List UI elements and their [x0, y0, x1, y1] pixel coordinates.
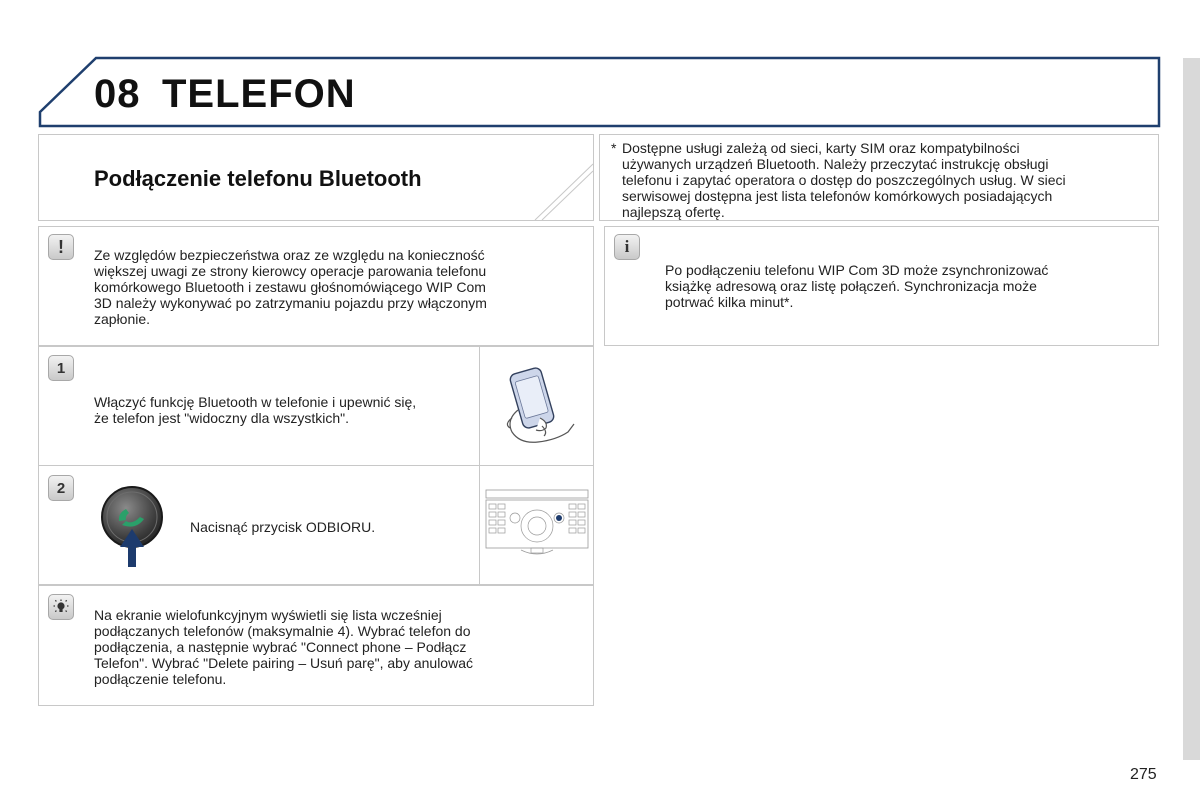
step1-number-badge	[48, 355, 74, 381]
footnote-line: telefonu i zapytać operatora o dostęp do poszczególnych usług. W sieci	[622, 172, 1066, 188]
info-line: potrwać kilka minut*.	[665, 294, 794, 310]
footnote-asterisk: *	[611, 140, 617, 156]
info-line: Po podłączeniu telefonu WIP Com 3D może zsynchronizować	[665, 262, 1049, 278]
page-number: 275	[1130, 766, 1157, 783]
tip-line: podłączanych telefonów (maksymalnie 4). Wybrać telefon do	[94, 623, 471, 639]
lightbulb-glyph	[53, 599, 69, 615]
warning-line: komórkowego Bluetooth i zestawu głośnomówiącego WIP Com	[94, 279, 486, 295]
info-line: książkę adresową oraz listę połączeń. Synchronizacja może	[665, 278, 1037, 294]
warning-line: zapłonie.	[94, 311, 151, 327]
footnote-line: Dostępne usługi zależą od sieci, karty SIM oraz kompatybilności	[622, 140, 1020, 156]
step2-divider	[479, 465, 480, 585]
info-text	[665, 262, 1048, 310]
warning-line: 3D należy wykonywać po zatrzymaniu pojazdu przy włączonym	[94, 295, 487, 311]
lightbulb-icon	[48, 594, 74, 620]
step1-number: 1	[56, 359, 66, 377]
tip-line: Na ekranie wielofunkcyjnym wyświetli się lista wcześniej	[94, 607, 442, 623]
side-bar	[1183, 58, 1200, 760]
step2-text: Nacisnąć przycisk ODBIORU.	[190, 519, 376, 535]
warning-text	[94, 247, 487, 327]
chapter-title: TELEFON	[162, 72, 356, 116]
footnote-line: używanych urządzeń Bluetooth. Należy przeczytać instrukcję obsługi	[622, 156, 1049, 172]
step1-text	[94, 394, 416, 426]
warning-line: Ze względów bezpieczeństwa oraz ze względu na konieczność	[94, 247, 485, 263]
tip-text	[94, 607, 473, 687]
footnote-text	[622, 140, 1066, 220]
section-title: Podłączenie telefonu Bluetooth	[94, 166, 422, 191]
info-icon-label: i	[624, 237, 630, 256]
step1-divider	[479, 346, 480, 466]
step1-line: że telefon jest "widoczny dla wszystkich".	[94, 410, 350, 426]
warning-icon-label: !	[58, 236, 64, 257]
step2-number-badge	[48, 475, 74, 501]
tip-line: podłączenie telefonu.	[94, 671, 227, 687]
tip-line: podłączenia, a następnie wybrać "Connect phone – Podłącz	[94, 639, 467, 655]
chapter-number: 08	[94, 72, 141, 116]
step2-number: 2	[56, 479, 66, 497]
phone-in-hand-illustration	[498, 362, 578, 452]
section-title-fold	[530, 134, 594, 221]
tip-line: Telefon". Wybrać "Delete pairing – Usuń parę", aby anulować	[94, 655, 473, 671]
footnote-line: najlepszą ofertę.	[622, 204, 725, 220]
footnote-line: serwisowej dostępna jest lista telefonów komórkowych posiadających	[622, 188, 1053, 204]
dashboard-panel-illustration	[485, 488, 589, 562]
info-icon	[614, 234, 640, 260]
step1-line: Włączyć funkcję Bluetooth w telefonie i upewnić się,	[94, 394, 417, 410]
call-answer-button-icon	[100, 485, 166, 569]
warning-line: większej uwagi ze strony kierowcy operacje parowania telefonu	[94, 263, 487, 279]
warning-icon	[48, 234, 74, 260]
